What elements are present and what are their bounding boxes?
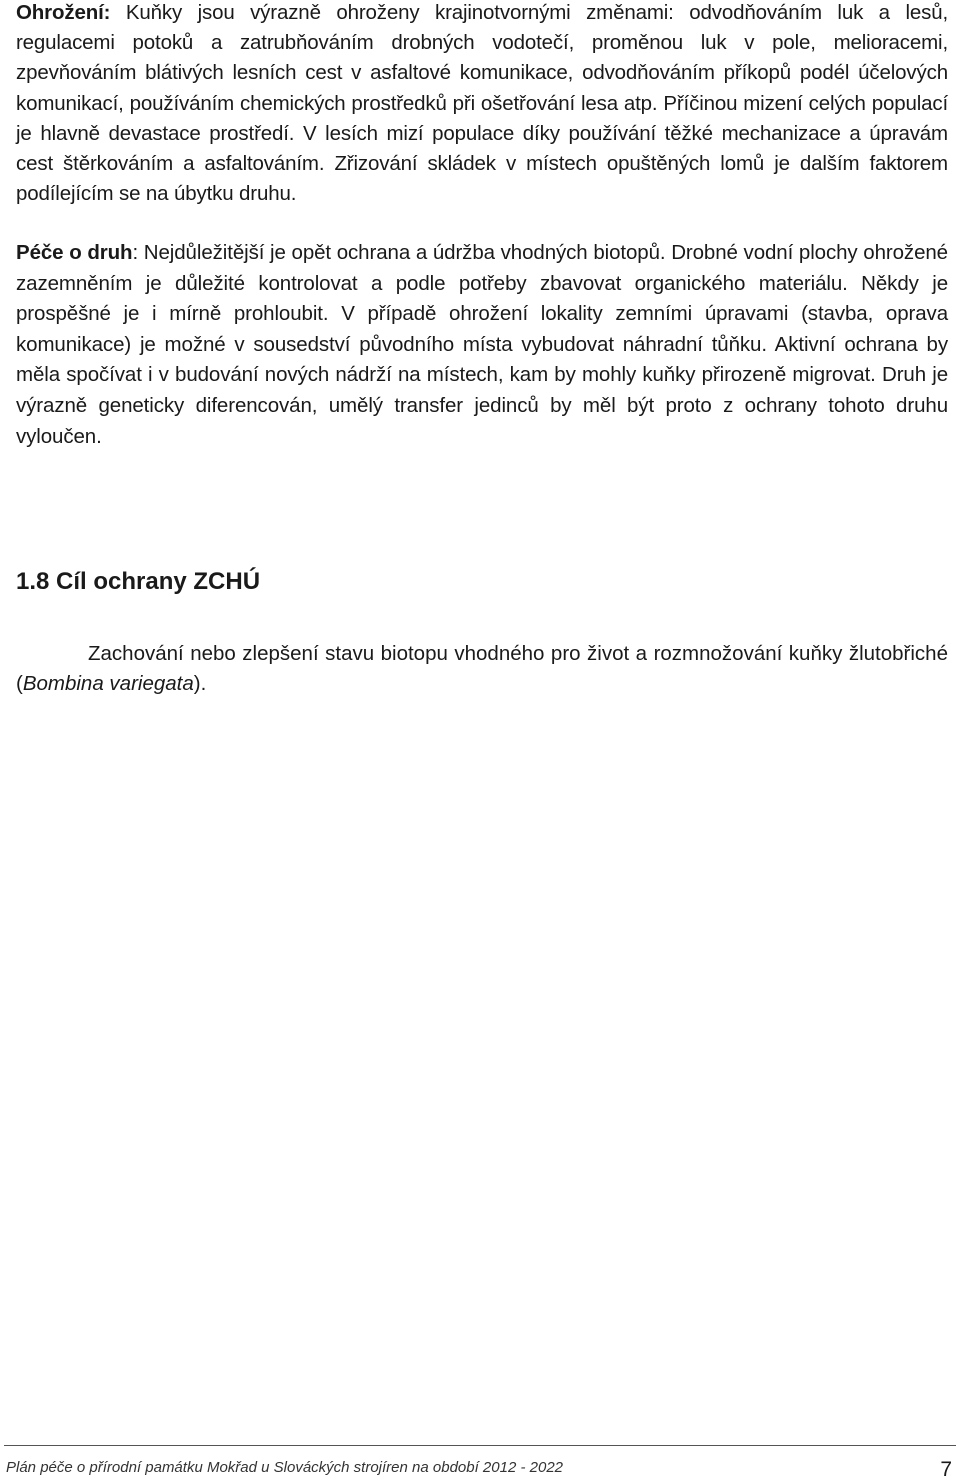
species-care-text: : Nejdůležitější je opět ochrana a údržba vhodných biotopů. Drobné vodní plochy ohrožené zazemněním je důležité kontrolovat a podle potřeby zbavovat organického materiálu. Někdy je prospěšné je i mírně prohloubit. V případě ohrožení lokality zemními úpravami (stavba, oprava komunikace) je možné v sousedství původního místa vybudovat náhradní tůňku. Aktivní ochrana by měla spočívat i v budování nových nádrží na místech, kam by mohly kuňky přirozeně migrovat. Druh je výrazně geneticky diferencován, umělý transfer jedinců by měl být proto z ochrany tohoto druhu vyloučen. xyxy=(16,241,948,448)
protection-goal-text-end: ). xyxy=(193,672,207,696)
threats-paragraph xyxy=(16,0,948,209)
section-heading: 1.8 Cíl ochrany ZCHÚ xyxy=(16,568,261,595)
protection-goal-paragraph xyxy=(16,639,948,699)
threats-label: Ohrožení: xyxy=(16,1,111,24)
species-care-label: Péče o druh xyxy=(16,241,133,264)
footer-divider xyxy=(4,1445,956,1446)
page-number: 7 xyxy=(940,1458,952,1481)
species-care-paragraph xyxy=(16,238,948,452)
threats-text: Kuňky jsou výrazně ohroženy krajinotvornými změnami: odvodňováním luk a lesů, regulacemi potoků a zatrubňováním drobných vodotečí, proměnou luk v pole, melioracemi, zpevňováním blátivých lesních cest v asfaltové komunikace, odvodňováním příkopů podél účelových komunikací, používáním chemických prostředků při ošetřování lesa atp. Příčinou mizení celých populací je hlavně devastace prostředí. V lesích mizí populace díky používání těžké mechanizace a úpravám cest štěrkováním a asfaltováním. Zřizování skládek v místech opuštěných lomů je dalším faktorem podílejícím se na úbytku druhu. xyxy=(16,1,948,206)
species-latin-name: Bombina variegata xyxy=(22,672,194,696)
protection-goal-text: Zachování nebo zlepšení stavu biotopu vhodného pro život a rozmnožování kuňky žlutobřiché ( xyxy=(16,642,948,696)
footer-title: Plán péče o přírodní památku Mokřad u Slováckých strojíren na období 2012 - 2022 xyxy=(6,1459,563,1476)
